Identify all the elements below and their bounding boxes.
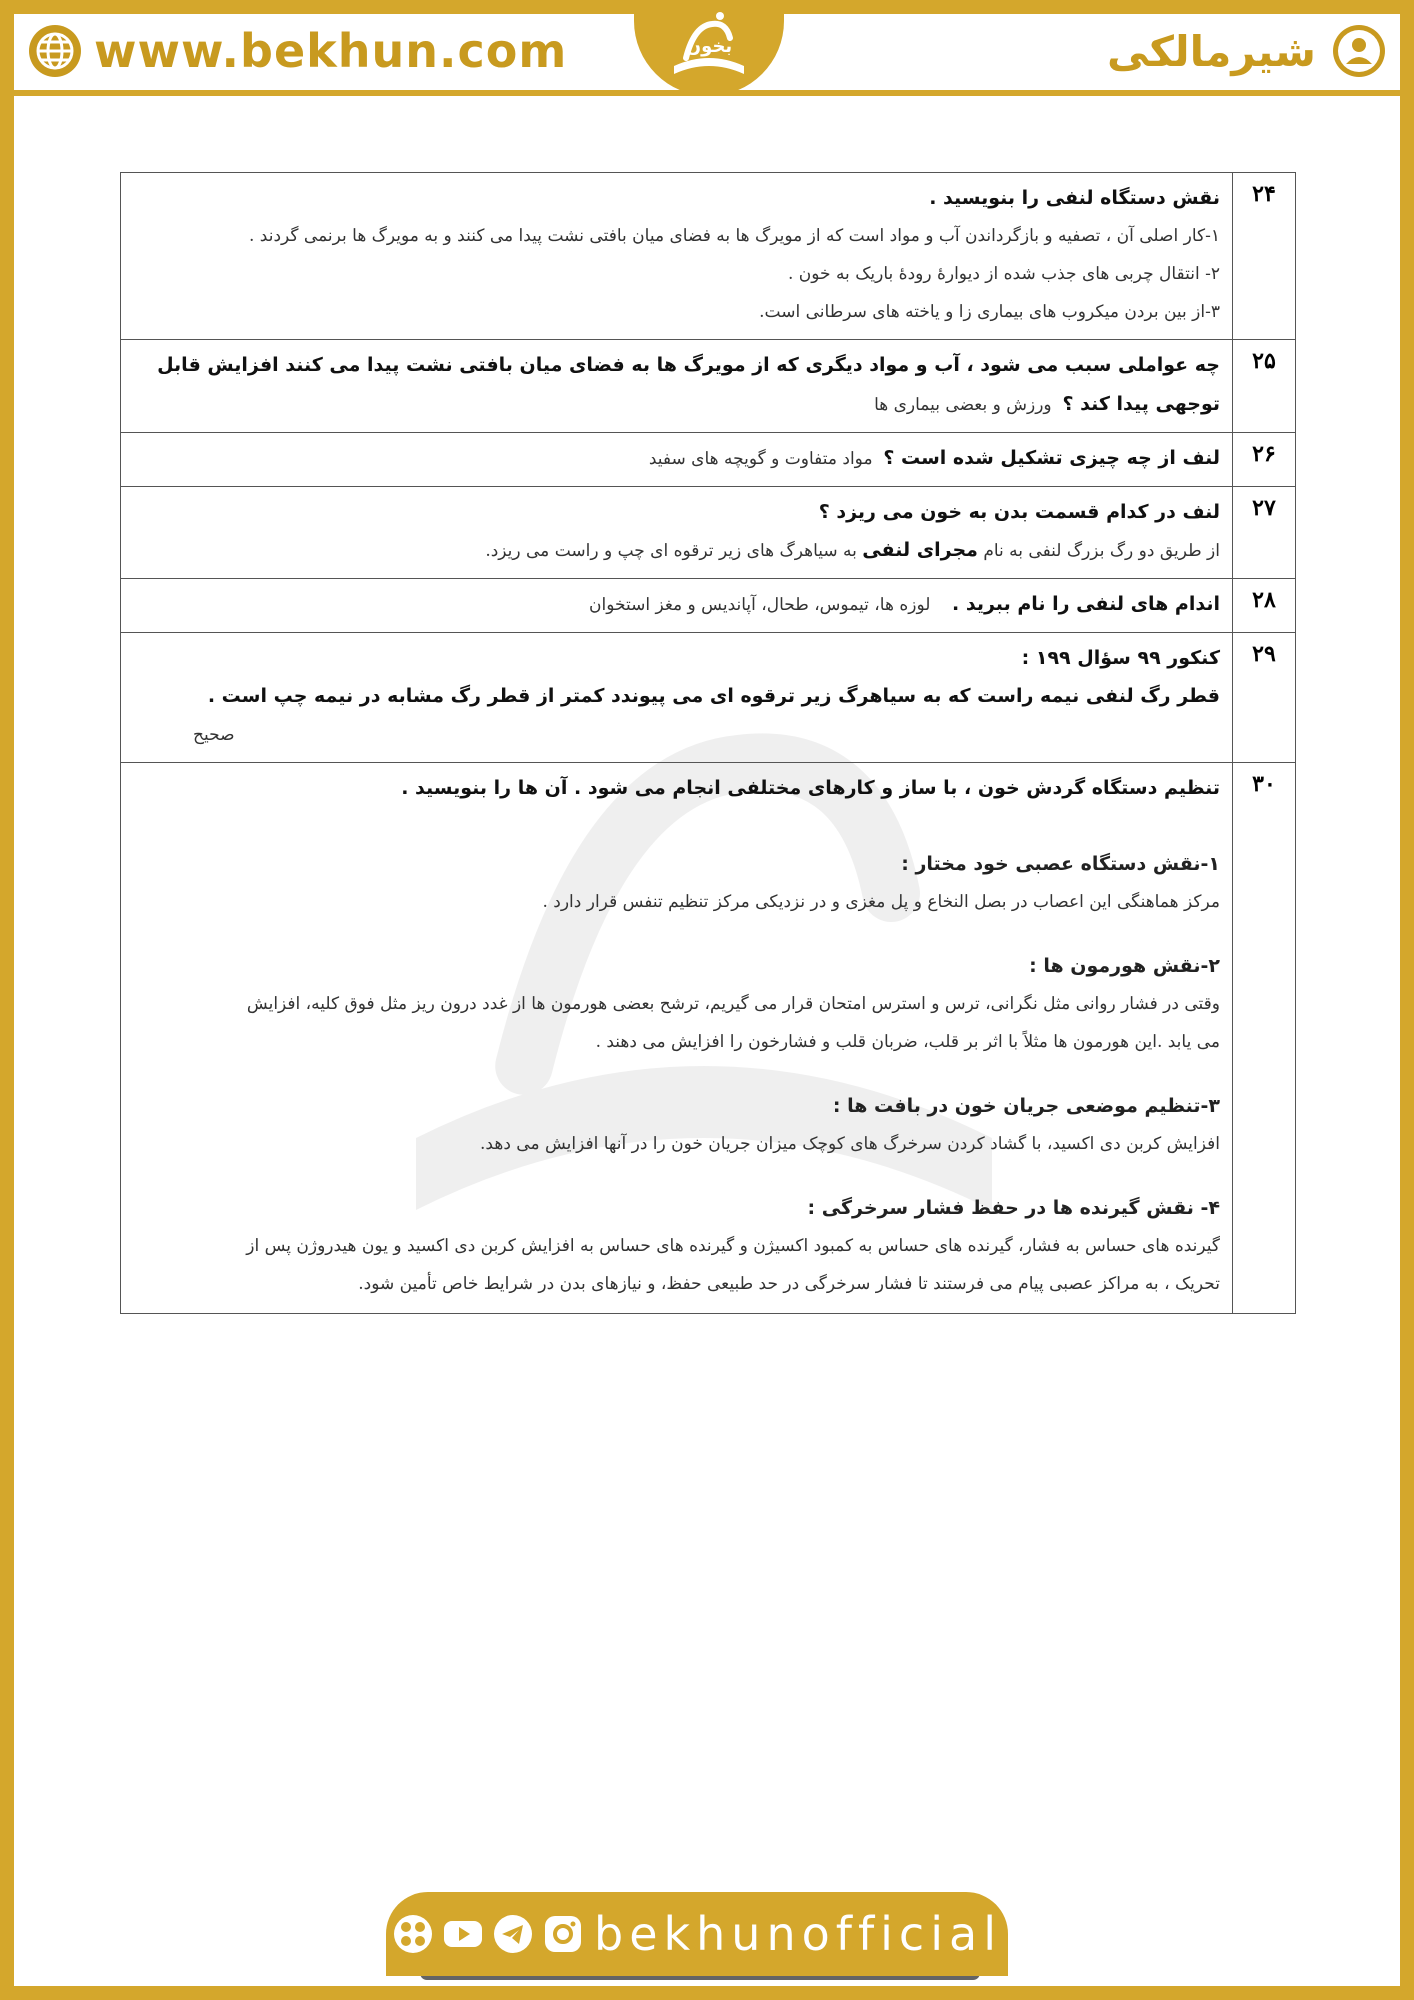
- answer-text: ۳-از بین بردن میکروب های بیماری زا و یاخته های سرطانی است.: [759, 302, 1220, 322]
- question-number: ۲۹: [1233, 633, 1296, 763]
- author-name: شیرمالکی: [1106, 26, 1316, 76]
- question-number: ۳۰: [1233, 763, 1296, 1314]
- section-title: ۳-تنظیم موضعی جریان خون در بافت ها :: [832, 1095, 1220, 1117]
- section-title: ۲-نقش هورمون ها :: [1029, 955, 1220, 977]
- table-row: [121, 340, 1296, 433]
- qa-table: [120, 172, 1296, 1314]
- social-handle[interactable]: bekhunofficial: [594, 1907, 1002, 1961]
- globe-icon: [26, 22, 84, 80]
- telegram-icon[interactable]: [492, 1913, 534, 1955]
- question-text: تنظیم دستگاه گردش خون ، با ساز و کارهای مختلفی انجام می شود . آن ها را بنویسید .: [401, 777, 1220, 799]
- question-text: اندام های لنفی را نام ببرید .: [952, 593, 1220, 615]
- answer-text: لوزه ها، تیموس، طحال، آپاندیس و مغز استخوان: [589, 595, 931, 615]
- question-cell: [121, 633, 1233, 763]
- header: [14, 14, 1400, 96]
- site-link[interactable]: [26, 20, 567, 82]
- answer-post: به سیاهرگ های زیر ترقوه ای چپ و راست می ریزد.: [485, 541, 857, 561]
- section-title: ۴- نقش گیرنده ها در حفظ فشار سرخرگی :: [807, 1197, 1220, 1219]
- answer-text: [133, 531, 1220, 570]
- aparat-icon[interactable]: [392, 1913, 434, 1955]
- question-text: لنف از چه چیزی تشکیل شده است ؟: [883, 447, 1220, 469]
- section-line: می یابد .این هورمون ها مثلاً با اثر بر قلب، ضربان قلب و فشارخون را افزایش می دهند .: [595, 1032, 1220, 1052]
- question-text: نقش دستگاه لنفی را بنویسید .: [929, 187, 1220, 209]
- section-line: وقتی در فشار روانی مثل نگرانی، ترس و استرس امتحان قرار می گیریم، ترشح بعضی هورمون ها از غدد درون ریز مثل فوق کلیه، افزایش: [246, 994, 1220, 1014]
- logo: [634, 0, 784, 96]
- table-row: [121, 173, 1296, 340]
- question-number: ۲۷: [1233, 487, 1296, 579]
- book-logo-icon: [664, 8, 754, 88]
- table-row: [121, 487, 1296, 579]
- section-line: تحریک ، به مراکز عصبی پیام می فرستند تا فشار سرخرگی در حد طبیعی حفظ، و نیازهای بدن در شرایط خاص تأمین شود.: [358, 1274, 1220, 1294]
- user-icon: [1330, 22, 1388, 80]
- answer-text: مواد متفاوت و گویچه های سفید: [648, 449, 873, 469]
- instagram-icon[interactable]: [542, 1913, 584, 1955]
- table-row: [121, 633, 1296, 763]
- answer-text: ورزش و بعضی بیماری ها: [874, 395, 1052, 415]
- table-row: [121, 579, 1296, 633]
- answer-text: صحیح: [193, 725, 235, 745]
- question-cell: [121, 433, 1233, 487]
- question-cell: [121, 487, 1233, 579]
- question-number: ۲۶: [1233, 433, 1296, 487]
- site-url[interactable]: www.bekhun.com: [94, 24, 568, 78]
- question-cell: [121, 173, 1233, 340]
- table-row: [121, 433, 1296, 487]
- section-title: ۱-نقش دستگاه عصبی خود مختار :: [901, 853, 1220, 875]
- answer-pre: از طریق دو رگ بزرگ لنفی به نام: [983, 541, 1220, 561]
- question-cell: [121, 763, 1233, 1314]
- page: [14, 14, 1400, 1986]
- youtube-icon[interactable]: [442, 1913, 484, 1955]
- question-text: چه عواملی سبب می شود ، آب و مواد دیگری که از مویرگ ها به فضای میان بافتی نشت پیدا می کنند افزایش قابل توجهی پیدا کند ؟: [157, 354, 1220, 415]
- section-line: گیرنده های حساس به فشار، گیرنده های حساس به کمبود اکسیژن و گیرنده های حساس به افزایش کربن دی اکسید و یون هیدروژن پس از: [246, 1236, 1220, 1256]
- section-line: افزایش کربن دی اکسید، با گشاد کردن سرخرگ های کوچک میزان جریان خون را در آنها افزایش می دهد.: [480, 1134, 1220, 1154]
- social-icons: [392, 1913, 584, 1955]
- question-text: لنف در کدام قسمت بدن به خون می ریزد ؟: [818, 501, 1220, 523]
- answer-bold: مجرای لنفی: [862, 539, 978, 561]
- question-statement: قطر رگ لنفی نیمه راست که به سیاهرگ زیر ترقوه ای می پیوندد کمتر از قطر رگ مشابه در نیمه چپ است .: [207, 685, 1220, 707]
- question-number: ۲۵: [1233, 340, 1296, 433]
- question-cell: [121, 579, 1233, 633]
- logo-text: بخون: [685, 36, 733, 57]
- question-text: کنکور ۹۹ سؤال ۱۹۹ :: [1021, 647, 1220, 669]
- question-number: ۲۸: [1233, 579, 1296, 633]
- section-line: مرکز هماهنگی این اعصاب در بصل النخاع و پل مغزی و در نزدیکی مرکز تنظیم تنفس قرار دارد .: [542, 892, 1220, 912]
- author: [1107, 20, 1388, 82]
- answer-text: ۲- انتقال چربی های جذب شده از دیوارهٔ رودهٔ باریک به خون .: [787, 264, 1220, 284]
- table-row: [121, 763, 1296, 1314]
- footer: [386, 1892, 1008, 1976]
- question-cell: [121, 340, 1233, 433]
- answer-text: ۱-کار اصلی آن ، تصفیه و بازگرداندن آب و مواد است که از مویرگ ها به فضای میان بافتی نشت پیدا می کنند و به مویرگ ها برنمی گردند .: [248, 226, 1220, 246]
- question-number: ۲۴: [1233, 173, 1296, 340]
